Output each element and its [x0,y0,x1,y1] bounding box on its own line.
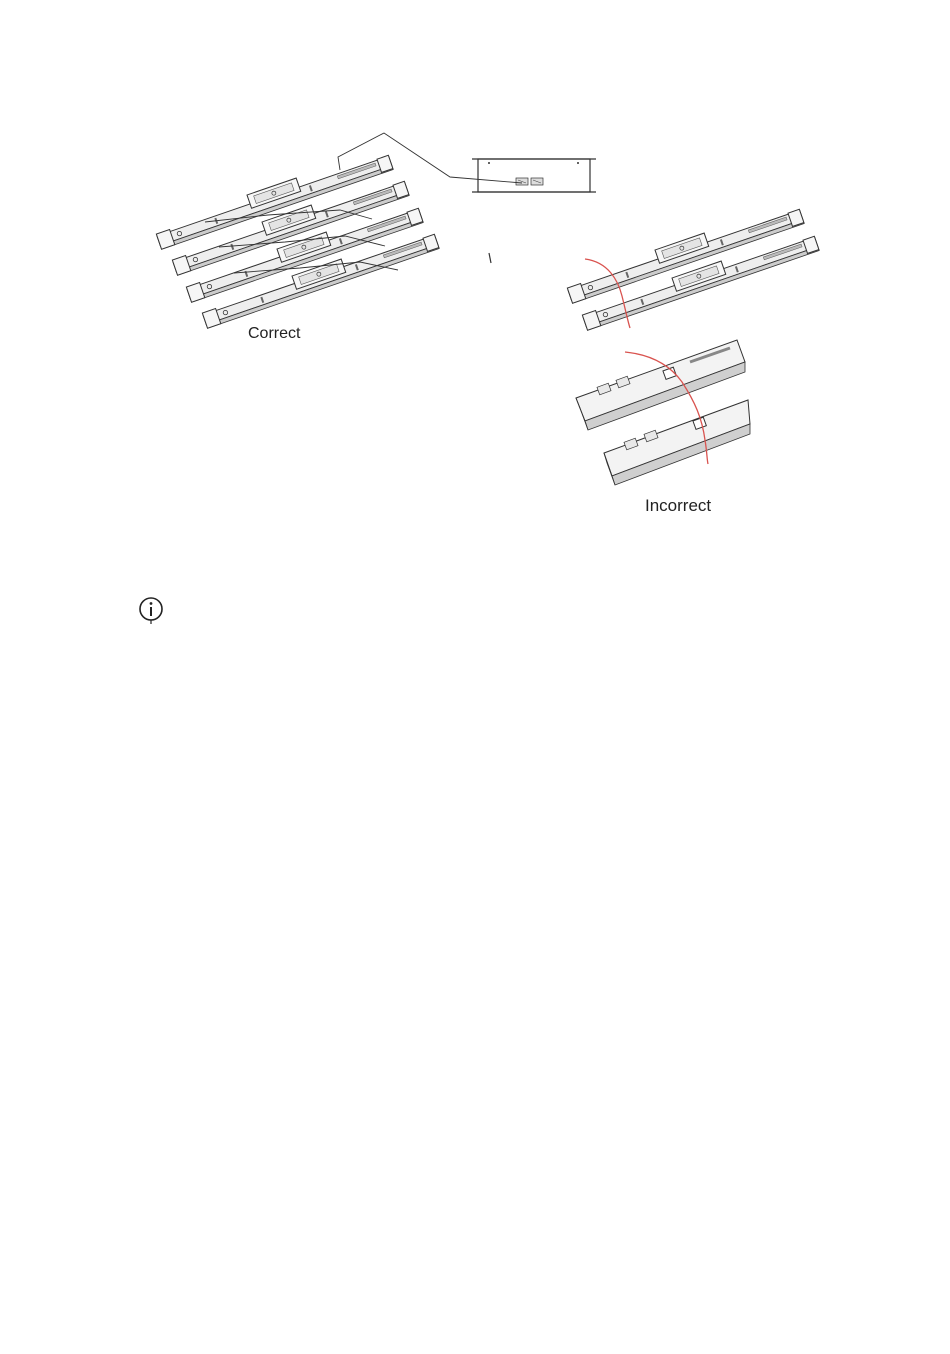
incorrect-closeup [576,340,750,485]
correct-bar-group [156,154,439,328]
incorrect-label: Incorrect [645,496,712,515]
incorrect-bar-group-top [567,208,819,330]
info-icon [137,595,167,625]
tick-mark [489,253,491,263]
wiring-diagram [0,0,950,560]
correct-label: Correct [248,325,301,342]
controller-box [472,159,596,192]
